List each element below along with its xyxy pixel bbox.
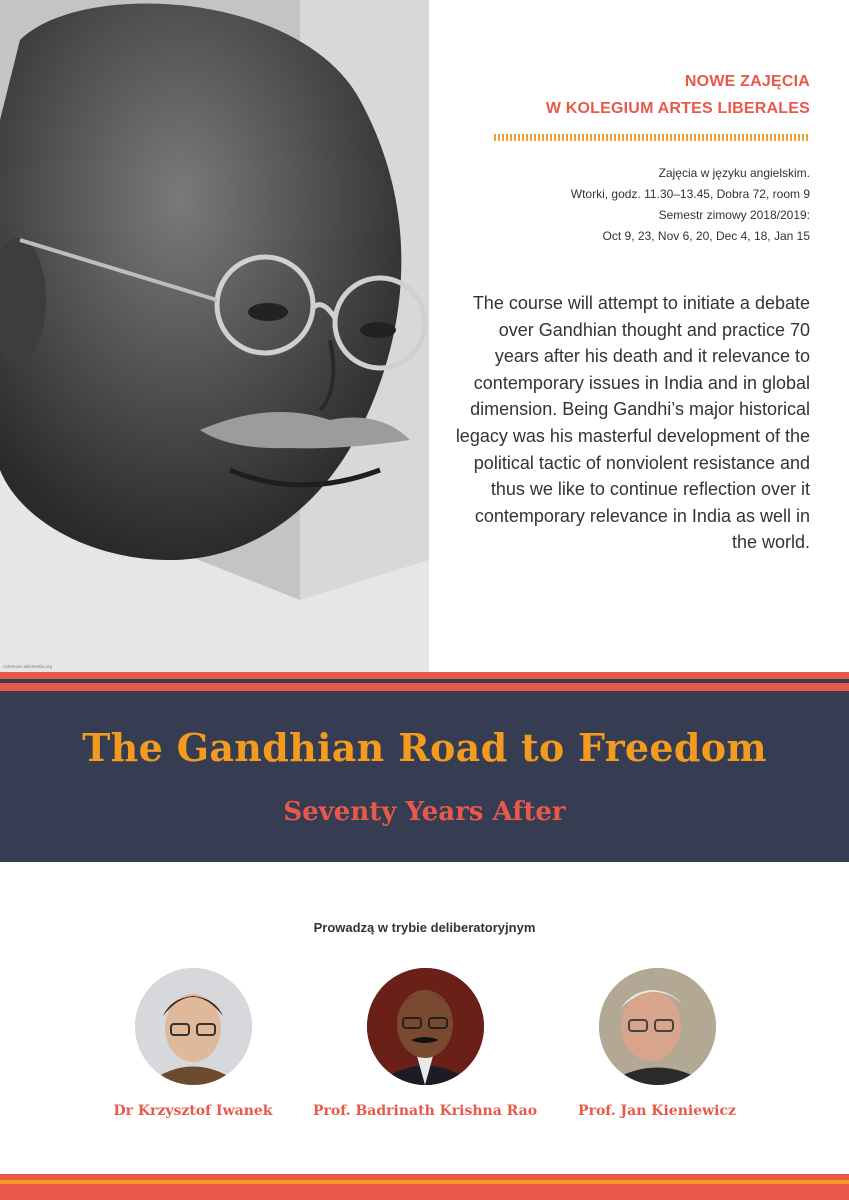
- lecturer-name: Prof. Badrinath Krishna Rao: [312, 1103, 538, 1119]
- schedule-line-2: Wtorki, godz. 11.30–13.45, Dobra 72, room 9: [570, 187, 810, 201]
- stripe-red-bottom-2: [0, 1184, 849, 1200]
- avatar-portrait: [367, 968, 484, 1085]
- avatar-portrait: [135, 968, 252, 1085]
- schedule-line-4: Oct 9, 23, Nov 6, 20, Dec 4, 18, Jan 15: [602, 229, 810, 243]
- lecturer-2: [305, 968, 545, 1119]
- headline: [546, 68, 810, 122]
- lecturer-1: [73, 968, 313, 1119]
- course-info: [440, 0, 810, 672]
- schedule-info: [571, 163, 810, 247]
- dotted-divider: [494, 134, 810, 141]
- title-band: [0, 691, 849, 862]
- stripe-red-top: [0, 672, 849, 679]
- poster-title: The Gandhian Road to Freedom: [82, 725, 767, 770]
- stripe-red-top-2: [0, 683, 849, 691]
- schedule-line-1: Zajęcia w języku angielskim.: [658, 166, 810, 180]
- lecturer-name: Dr Krzysztof Iwanek: [113, 1103, 273, 1119]
- course-description: The course will attempt to initiate a debate over Gandhian thought and practice 70 years after his death and it relevance to contemporary issues in India and in global dimension. Being Gandhi’s major historical legacy was his masterful development of the political tactic of nonviolent resistance and thus we like to continue reflection over it contemporary relevance in India as well in the world.: [455, 293, 810, 553]
- lecturer-name: Prof. Jan Kieniewicz: [578, 1103, 736, 1119]
- avatar: [135, 968, 252, 1085]
- headline-line-2: W KOLEGIUM ARTES LIBERALES: [545, 100, 810, 117]
- photo-credit: commons.wikimedia.org: [3, 664, 52, 669]
- portrait-photo: [0, 0, 429, 672]
- portrait-illustration: [0, 0, 429, 672]
- poster-subtitle: Seventy Years After: [283, 797, 566, 827]
- avatar-portrait: [599, 968, 716, 1085]
- schedule-line-3: Semestr zimowy 2018/2019:: [658, 208, 810, 222]
- avatar: [367, 968, 484, 1085]
- avatar: [599, 968, 716, 1085]
- lecturer-3: [537, 968, 777, 1119]
- lecturers-label: Prowadzą w trybie deliberatoryjnym: [313, 920, 536, 935]
- headline-line-1: NOWE ZAJĘCIA: [684, 73, 810, 90]
